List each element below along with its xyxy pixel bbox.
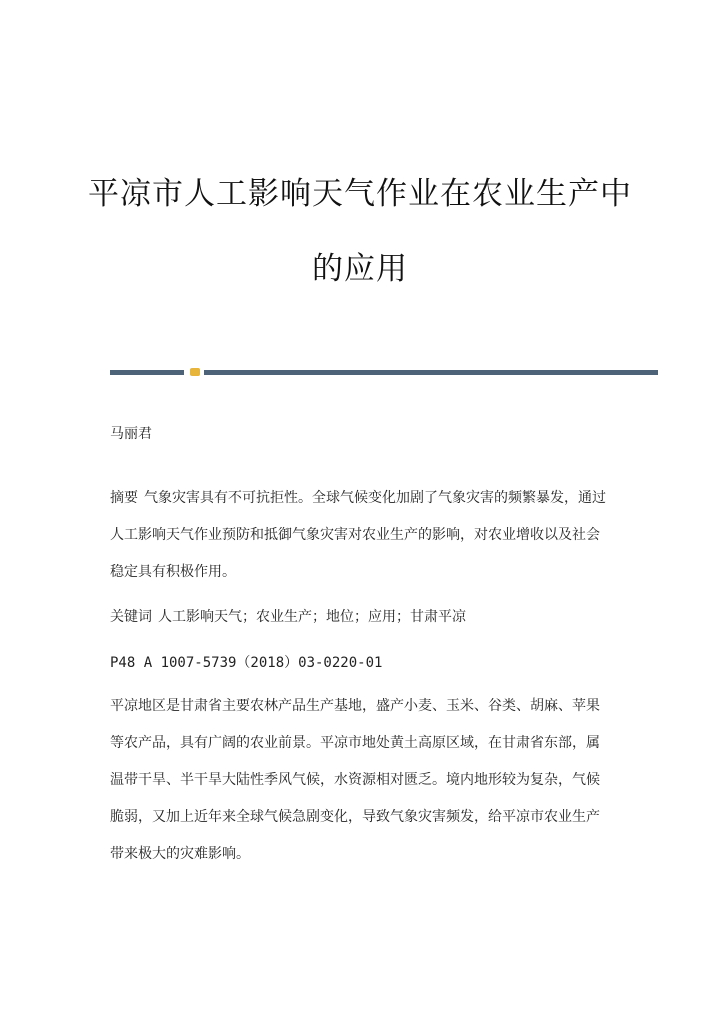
keywords-text: 人工影响天气；农业生产；地位；应用；甘肃平凉	[158, 609, 466, 625]
document-title-line-2: 的应用	[312, 251, 408, 287]
abstract-label: 摘要	[110, 490, 138, 506]
title-divider	[110, 368, 658, 376]
document-title-line-1: 平凉市人工影响天气作业在农业生产中	[88, 176, 632, 212]
keywords-label: 关键词	[110, 609, 152, 625]
keywords	[110, 599, 610, 636]
author-name: 马丽君	[110, 426, 152, 442]
divider-bar-right	[204, 370, 658, 375]
abstract	[110, 480, 610, 591]
abstract-text: 气象灾害具有不可抗拒性。全球气候变化加剧了气象灾害的频繁暴发，通过人工影响天气作业预防和抵御气象灾害对农业生产的影响，对农业增收以及社会稳定具有积极作用。	[110, 490, 606, 580]
classification-code: P48 A 1007-5739（2018）03-0220-01	[110, 655, 383, 671]
divider-accent-icon	[190, 368, 200, 376]
body-paragraph: 平凉地区是甘肃省主要农林产品生产基地，盛产小麦、玉米、谷类、胡麻、苹果等农产品，具有广阔的农业前景。平凉市地处黄土高原区域，在甘肃省东部，属温带干旱、半干旱大陆性季风气候，水资源相对匮乏。境内地形较为复杂，气候脆弱，又加上近年来全球气候急剧变化，导致气象灾害频发，给平凉市农业生产带来极大的灾难影响。	[110, 698, 600, 862]
divider-bar-left	[110, 370, 184, 375]
